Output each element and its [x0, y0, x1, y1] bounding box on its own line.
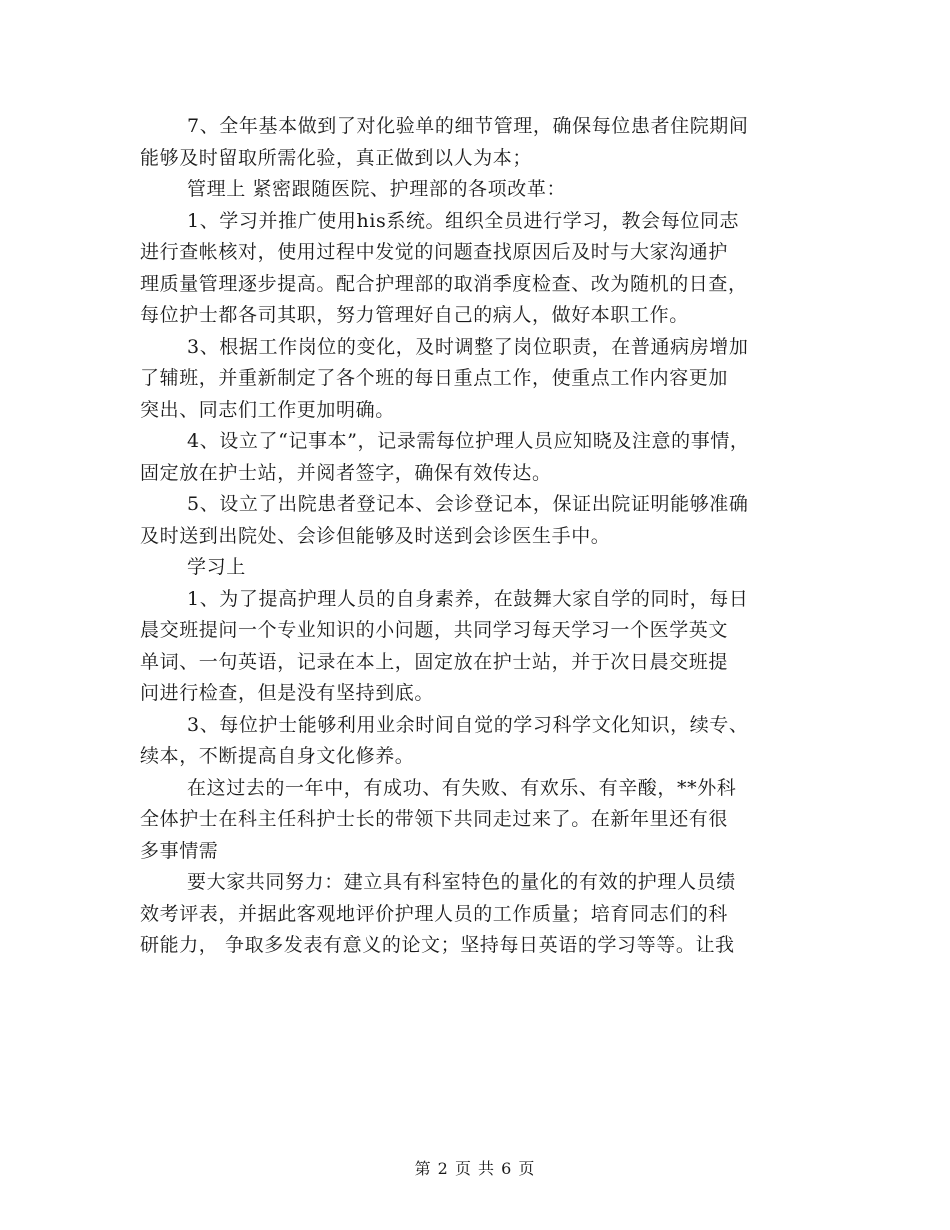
text-line: 全体护士在科主任科护士长的带领下共同走过来了。在新年里还有很 — [140, 808, 729, 830]
text-line: 理质量管理逐步提高。配合护理部的取消季度检查、改为随机的日查， — [140, 272, 748, 295]
text-line: 进行查帐核对，使用过程中发觉的问题查找原因后及时与大家沟通护 — [140, 241, 729, 263]
text-line: 管理上 紧密跟随医院、护理部的各项改革： — [187, 178, 567, 200]
text-line: 效考评表，并据此客观地评价护理人员的工作质量；培育同志们的科 — [140, 902, 729, 925]
text-line: 1、学习并推广使用his系统。组织全员进行学习，教会每位同志 — [187, 209, 740, 232]
document-body — [140, 111, 805, 962]
text-line: 多事情需 — [140, 839, 219, 862]
text-line: 5、设立了出院患者登记本、会诊登记本，保证出院证明能够准确 — [187, 493, 749, 515]
text-line: 1、为了提高护理人员的自身素养，在鼓舞大家自学的同时，每日 — [187, 587, 749, 610]
text-line: 7、全年基本做到了对化验单的细节管理，确保每位患者住院期间 — [187, 115, 749, 137]
text-line: 4、设立了“记事本”，记录需每位护理人员应知晓及注意的事情， — [187, 430, 750, 452]
text-line: 单词、一句英语，记录在本上，固定放在护士站，并于次日晨交班提 — [140, 650, 729, 673]
text-line: 3、根据工作岗位的变化，及时调整了岗位职责，在普通病房增加 — [187, 335, 749, 358]
text-line: 学习上 — [187, 556, 246, 578]
text-line: 固定放在护士站，并阅者签字，确保有效传达。 — [140, 461, 552, 484]
text-line: 要大家共同努力：建立具有科室特色的量化的有效的护理人员绩 — [187, 871, 736, 893]
text-line: 研能力， 争取多发表有意义的论文；坚持每日英语的学习等等。让我 — [140, 934, 735, 956]
text-line: 晨交班提问一个专业知识的小问题，共同学习每天学习一个医学英文 — [140, 619, 729, 641]
page-footer: 第 2 页 共 6 页 — [414, 1159, 536, 1178]
text-line: 3、每位护士能够利用业余时间自觉的学习科学文化知识，续专、 — [187, 713, 749, 736]
text-line: 在这过去的一年中，有成功、有失败、有欢乐、有辛酸，**外科 — [187, 776, 737, 799]
text-line: 续本，不断提高自身文化修养。 — [140, 745, 415, 767]
text-line: 及时送到出院处、会诊但能够及时送到会诊医生手中。 — [140, 524, 611, 547]
text-line: 能够及时留取所需化验，真正做到以人为本； — [140, 146, 533, 169]
text-line: 突出、同志们工作更加明确。 — [140, 398, 395, 421]
text-line: 了辅班，并重新制定了各个班的每日重点工作，使重点工作内容更加 — [140, 367, 729, 389]
text-line: 问进行检查，但是没有坚持到底。 — [140, 682, 435, 704]
text-line: 每位护士都各司其职，努力管理好自己的病人，做好本职工作。 — [140, 304, 689, 326]
